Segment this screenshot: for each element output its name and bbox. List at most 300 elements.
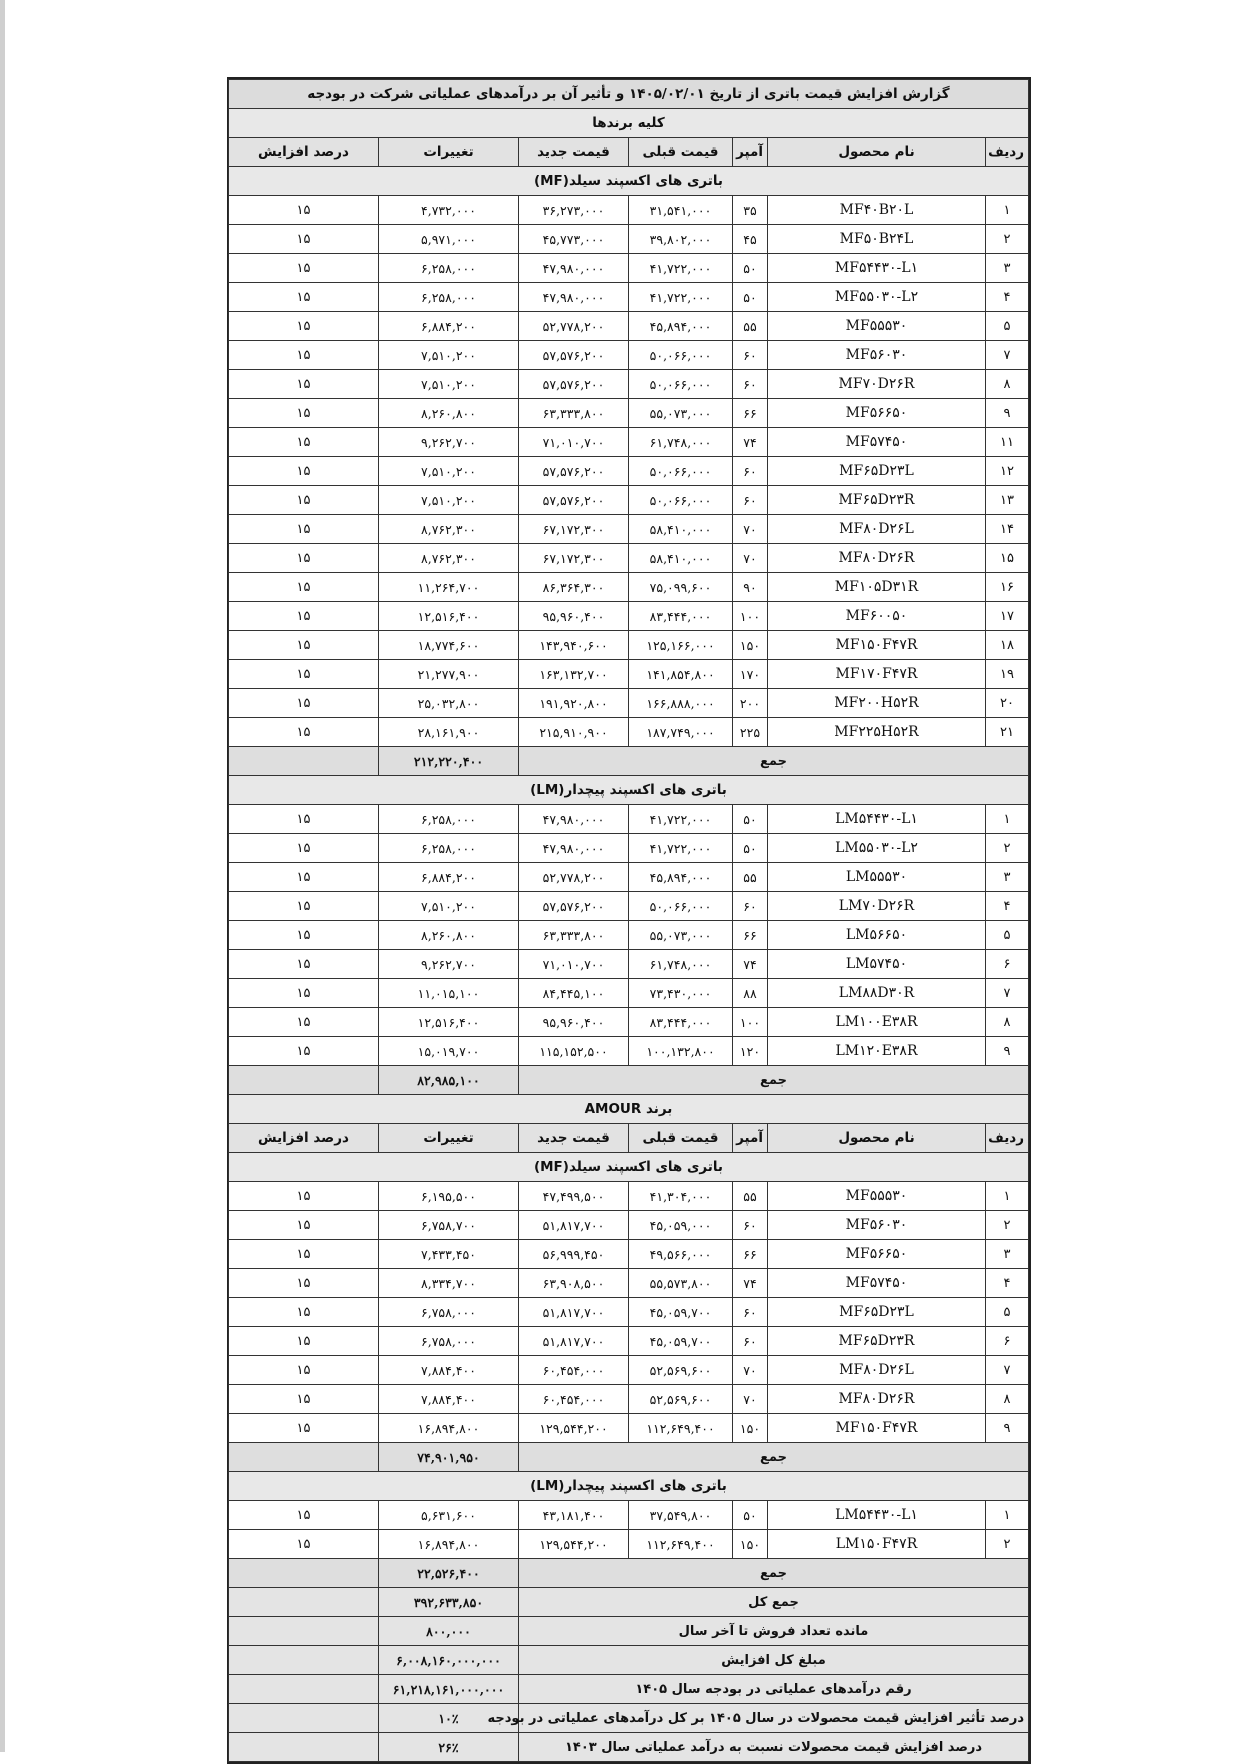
cell-product: LM۵۷۴۵۰ <box>768 950 986 979</box>
sum-blank <box>228 1443 378 1472</box>
cell-row: ۲ <box>986 834 1029 863</box>
cell-change: ۱۶,۸۹۴,۸۰۰ <box>379 1414 519 1443</box>
cell-row: ۷ <box>986 1356 1029 1385</box>
summary-blank <box>228 1733 378 1762</box>
cell-amp: ۶۰ <box>733 1327 768 1356</box>
cell-amp: ۵۰ <box>733 283 768 312</box>
cell-pct: ۱۵ <box>228 1356 378 1385</box>
cell-change: ۵,۶۳۱,۶۰۰ <box>379 1501 519 1530</box>
cell-row: ۱ <box>986 1501 1029 1530</box>
cell-pct: ۱۵ <box>228 1182 378 1211</box>
cell-product: MF۴۰B۲۰L <box>768 196 986 225</box>
cell-product: MF۵۶۰۳۰ <box>768 341 986 370</box>
table-row <box>228 312 1028 341</box>
cell-row: ۷ <box>986 979 1029 1008</box>
cell-old_price: ۴۵,۰۵۹,۷۰۰ <box>629 1327 733 1356</box>
summary-blank <box>228 1704 378 1733</box>
cell-product: MF۱۵۰F۴۷R <box>768 1414 986 1443</box>
cell-old_price: ۴۵,۰۵۹,۰۰۰ <box>629 1211 733 1240</box>
section-title-row <box>228 1153 1028 1182</box>
column-header-amp: آمپر <box>733 138 768 167</box>
cell-row: ۳ <box>986 863 1029 892</box>
scan-edge <box>0 0 5 1752</box>
summary-value: ۲۶٪ <box>379 1733 519 1762</box>
cell-change: ۷,۴۳۳,۴۵۰ <box>379 1240 519 1269</box>
cell-old_price: ۵۰,۰۶۶,۰۰۰ <box>629 370 733 399</box>
cell-amp: ۶۰ <box>733 457 768 486</box>
cell-product: MF۶۵D۲۳L <box>768 457 986 486</box>
cell-product: MF۶۰۰۵۰ <box>768 602 986 631</box>
summary-blank <box>228 1675 378 1704</box>
cell-product: LM۵۴۴۳۰-L۱ <box>768 1501 986 1530</box>
cell-pct: ۱۵ <box>228 689 378 718</box>
cell-pct: ۱۵ <box>228 1501 378 1530</box>
table-row <box>228 718 1028 747</box>
table-row <box>228 892 1028 921</box>
summary-label: درصد تأثیر افزایش قیمت محصولات در سال ۱۴۰۵ بر کل درآمدهای عملیاتی در بودجه <box>519 1704 1029 1733</box>
cell-change: ۵,۹۷۱,۰۰۰ <box>379 225 519 254</box>
cell-amp: ۶۰ <box>733 370 768 399</box>
table-row <box>228 486 1028 515</box>
table-row <box>228 631 1028 660</box>
table-row <box>228 573 1028 602</box>
cell-new_price: ۵۷,۵۷۶,۲۰۰ <box>519 370 629 399</box>
cell-row: ۳ <box>986 254 1029 283</box>
sum-label: جمع <box>519 1443 1029 1472</box>
cell-new_price: ۴۷,۹۸۰,۰۰۰ <box>519 805 629 834</box>
summary-blank <box>228 1588 378 1617</box>
cell-product: MF۶۵D۲۳L <box>768 1298 986 1327</box>
cell-new_price: ۴۷,۹۸۰,۰۰۰ <box>519 254 629 283</box>
cell-old_price: ۵۲,۵۶۹,۶۰۰ <box>629 1356 733 1385</box>
section-title: باتری های اکسپند پیچدار(LM) <box>228 776 1028 805</box>
cell-change: ۱۱,۲۶۴,۷۰۰ <box>379 573 519 602</box>
column-header-new_price: قیمت جدید <box>519 1124 629 1153</box>
cell-product: MF۸۰D۲۶R <box>768 544 986 573</box>
cell-old_price: ۱۰۰,۱۳۲,۸۰۰ <box>629 1037 733 1066</box>
cell-old_price: ۵۰,۰۶۶,۰۰۰ <box>629 486 733 515</box>
cell-new_price: ۵۷,۵۷۶,۲۰۰ <box>519 486 629 515</box>
cell-row: ۶ <box>986 1327 1029 1356</box>
cell-old_price: ۳۹,۸۰۲,۰۰۰ <box>629 225 733 254</box>
cell-product: MF۵۵۰۳۰-L۲ <box>768 283 986 312</box>
cell-change: ۶,۷۵۸,۰۰۰ <box>379 1298 519 1327</box>
cell-change: ۸,۲۶۰,۸۰۰ <box>379 399 519 428</box>
cell-old_price: ۱۶۶,۸۸۸,۰۰۰ <box>629 689 733 718</box>
cell-old_price: ۱۴۱,۸۵۴,۸۰۰ <box>629 660 733 689</box>
cell-new_price: ۶۳,۳۳۳,۸۰۰ <box>519 399 629 428</box>
report-title-row <box>228 80 1028 109</box>
table-row <box>228 1356 1028 1385</box>
cell-pct: ۱۵ <box>228 1037 378 1066</box>
cell-amp: ۶۰ <box>733 892 768 921</box>
cell-new_price: ۱۲۹,۵۴۴,۲۰۰ <box>519 1530 629 1559</box>
cell-pct: ۱۵ <box>228 718 378 747</box>
cell-product: MF۱۰۵D۳۱R <box>768 573 986 602</box>
cell-pct: ۱۵ <box>228 1240 378 1269</box>
table-row <box>228 863 1028 892</box>
cell-product: MF۵۵۵۳۰ <box>768 1182 986 1211</box>
section-sum-row <box>228 1443 1028 1472</box>
summary-value: ۳۹۲,۶۳۳,۸۵۰ <box>379 1588 519 1617</box>
table-row <box>228 921 1028 950</box>
cell-amp: ۱۵۰ <box>733 631 768 660</box>
cell-old_price: ۵۵,۰۷۳,۰۰۰ <box>629 399 733 428</box>
table-row <box>228 196 1028 225</box>
cell-change: ۹,۲۶۲,۷۰۰ <box>379 428 519 457</box>
cell-pct: ۱۵ <box>228 602 378 631</box>
table-row <box>228 283 1028 312</box>
table-row <box>228 399 1028 428</box>
cell-old_price: ۴۵,۸۹۴,۰۰۰ <box>629 863 733 892</box>
cell-pct: ۱۵ <box>228 1327 378 1356</box>
cell-product: LM۵۵۵۳۰ <box>768 863 986 892</box>
cell-amp: ۶۶ <box>733 399 768 428</box>
cell-old_price: ۸۳,۴۴۴,۰۰۰ <box>629 1008 733 1037</box>
table-row <box>228 341 1028 370</box>
cell-old_price: ۴۱,۷۲۲,۰۰۰ <box>629 805 733 834</box>
cell-change: ۸,۳۳۴,۷۰۰ <box>379 1269 519 1298</box>
cell-change: ۶,۱۹۵,۵۰۰ <box>379 1182 519 1211</box>
cell-amp: ۸۸ <box>733 979 768 1008</box>
cell-old_price: ۵۰,۰۶۶,۰۰۰ <box>629 892 733 921</box>
cell-row: ۱۶ <box>986 573 1029 602</box>
cell-old_price: ۵۵,۰۷۳,۰۰۰ <box>629 921 733 950</box>
sum-blank <box>228 747 378 776</box>
cell-old_price: ۴۱,۳۰۴,۰۰۰ <box>629 1182 733 1211</box>
cell-row: ۲ <box>986 1530 1029 1559</box>
cell-pct: ۱۵ <box>228 196 378 225</box>
cell-new_price: ۹۵,۹۶۰,۴۰۰ <box>519 1008 629 1037</box>
table-row <box>228 1298 1028 1327</box>
cell-change: ۱۲,۵۱۶,۴۰۰ <box>379 1008 519 1037</box>
cell-product: MF۱۵۰F۴۷R <box>768 631 986 660</box>
table-row <box>228 225 1028 254</box>
cell-new_price: ۱۲۹,۵۴۴,۲۰۰ <box>519 1414 629 1443</box>
table-row <box>228 602 1028 631</box>
cell-old_price: ۱۱۲,۶۴۹,۴۰۰ <box>629 1414 733 1443</box>
table-row <box>228 457 1028 486</box>
cell-change: ۸,۲۶۰,۸۰۰ <box>379 921 519 950</box>
table-row <box>228 1530 1028 1559</box>
cell-change: ۸,۷۶۲,۳۰۰ <box>379 515 519 544</box>
summary-label: مانده تعداد فروش تا آخر سال <box>519 1617 1029 1646</box>
cell-pct: ۱۵ <box>228 312 378 341</box>
cell-amp: ۱۷۰ <box>733 660 768 689</box>
table-row <box>228 1211 1028 1240</box>
cell-pct: ۱۵ <box>228 544 378 573</box>
cell-amp: ۷۰ <box>733 515 768 544</box>
summary-value: ۸۰۰,۰۰۰ <box>379 1617 519 1646</box>
cell-new_price: ۸۴,۴۴۵,۱۰۰ <box>519 979 629 1008</box>
cell-row: ۱۷ <box>986 602 1029 631</box>
cell-amp: ۴۵ <box>733 225 768 254</box>
cell-product: MF۵۴۴۳۰-L۱ <box>768 254 986 283</box>
section-sum-row <box>228 747 1028 776</box>
cell-new_price: ۵۱,۸۱۷,۷۰۰ <box>519 1211 629 1240</box>
cell-product: MF۵۵۵۳۰ <box>768 312 986 341</box>
cell-change: ۷,۵۱۰,۲۰۰ <box>379 457 519 486</box>
sum-value: ۲۲,۵۲۶,۴۰۰ <box>379 1559 519 1588</box>
cell-change: ۶,۸۸۴,۲۰۰ <box>379 312 519 341</box>
cell-row: ۱ <box>986 196 1029 225</box>
cell-product: LM۱۲۰E۳۸R <box>768 1037 986 1066</box>
section-title-row <box>228 776 1028 805</box>
column-header-amp: آمپر <box>733 1124 768 1153</box>
cell-old_price: ۱۲۵,۱۶۶,۰۰۰ <box>629 631 733 660</box>
summary-row <box>228 1675 1028 1704</box>
cell-pct: ۱۵ <box>228 515 378 544</box>
table-row <box>228 1385 1028 1414</box>
cell-old_price: ۵۰,۰۶۶,۰۰۰ <box>629 457 733 486</box>
report-body <box>228 80 1028 1762</box>
cell-amp: ۵۰ <box>733 1501 768 1530</box>
cell-row: ۴ <box>986 892 1029 921</box>
cell-new_price: ۵۲,۷۷۸,۲۰۰ <box>519 312 629 341</box>
cell-new_price: ۳۶,۲۷۳,۰۰۰ <box>519 196 629 225</box>
cell-pct: ۱۵ <box>228 921 378 950</box>
column-header-new_price: قیمت جدید <box>519 138 629 167</box>
cell-new_price: ۷۱,۰۱۰,۷۰۰ <box>519 950 629 979</box>
cell-new_price: ۵۱,۸۱۷,۷۰۰ <box>519 1327 629 1356</box>
cell-pct: ۱۵ <box>228 283 378 312</box>
table-row <box>228 370 1028 399</box>
cell-pct: ۱۵ <box>228 225 378 254</box>
cell-new_price: ۷۱,۰۱۰,۷۰۰ <box>519 428 629 457</box>
cell-pct: ۱۵ <box>228 1414 378 1443</box>
cell-change: ۹,۲۶۲,۷۰۰ <box>379 950 519 979</box>
table-row <box>228 515 1028 544</box>
cell-amp: ۵۰ <box>733 834 768 863</box>
cell-pct: ۱۵ <box>228 631 378 660</box>
cell-amp: ۱۲۰ <box>733 1037 768 1066</box>
cell-amp: ۶۰ <box>733 486 768 515</box>
cell-row: ۱۳ <box>986 486 1029 515</box>
cell-product: LM۸۸D۳۰R <box>768 979 986 1008</box>
cell-row: ۱۲ <box>986 457 1029 486</box>
cell-amp: ۷۰ <box>733 544 768 573</box>
cell-old_price: ۵۸,۴۱۰,۰۰۰ <box>629 544 733 573</box>
cell-product: LM۱۵۰F۴۷R <box>768 1530 986 1559</box>
cell-change: ۱۱,۰۱۵,۱۰۰ <box>379 979 519 1008</box>
cell-old_price: ۴۹,۵۶۶,۰۰۰ <box>629 1240 733 1269</box>
cell-new_price: ۵۲,۷۷۸,۲۰۰ <box>519 863 629 892</box>
cell-pct: ۱۵ <box>228 863 378 892</box>
cell-product: MF۲۲۵H۵۲R <box>768 718 986 747</box>
cell-old_price: ۴۵,۸۹۴,۰۰۰ <box>629 312 733 341</box>
cell-product: MF۵۶۶۵۰ <box>768 399 986 428</box>
cell-pct: ۱۵ <box>228 979 378 1008</box>
sum-value: ۸۲,۹۸۵,۱۰۰ <box>379 1066 519 1095</box>
cell-change: ۷,۸۸۴,۴۰۰ <box>379 1385 519 1414</box>
cell-row: ۳ <box>986 1240 1029 1269</box>
cell-row: ۱۹ <box>986 660 1029 689</box>
column-header-product: نام محصول <box>768 138 986 167</box>
sum-value: ۲۱۲,۲۲۰,۴۰۰ <box>379 747 519 776</box>
cell-new_price: ۵۶,۹۹۹,۴۵۰ <box>519 1240 629 1269</box>
report-title: گزارش افزایش قیمت باتری از تاریخ ۱۴۰۵/۰۲/۰۱ و تأثیر آن بر درآمدهای عملیاتی شرکت در بودجه <box>228 80 1028 109</box>
cell-change: ۱۸,۷۷۴,۶۰۰ <box>379 631 519 660</box>
cell-change: ۲۱,۲۷۷,۹۰۰ <box>379 660 519 689</box>
summary-blank <box>228 1646 378 1675</box>
cell-row: ۹ <box>986 399 1029 428</box>
cell-new_price: ۶۷,۱۷۲,۳۰۰ <box>519 515 629 544</box>
cell-product: MF۵۰B۲۴L <box>768 225 986 254</box>
cell-change: ۶,۸۸۴,۲۰۰ <box>379 863 519 892</box>
cell-amp: ۶۰ <box>733 1298 768 1327</box>
column-header-product: نام محصول <box>768 1124 986 1153</box>
cell-product: MF۵۶۶۵۰ <box>768 1240 986 1269</box>
cell-amp: ۱۰۰ <box>733 1008 768 1037</box>
cell-old_price: ۶۱,۷۴۸,۰۰۰ <box>629 428 733 457</box>
cell-new_price: ۲۱۵,۹۱۰,۹۰۰ <box>519 718 629 747</box>
cell-product: MF۶۵D۲۳R <box>768 486 986 515</box>
price-report-sheet <box>227 77 1031 1764</box>
cell-new_price: ۵۷,۵۷۶,۲۰۰ <box>519 457 629 486</box>
summary-row <box>228 1588 1028 1617</box>
cell-change: ۶,۷۵۸,۷۰۰ <box>379 1211 519 1240</box>
cell-old_price: ۳۱,۵۴۱,۰۰۰ <box>629 196 733 225</box>
cell-pct: ۱۵ <box>228 341 378 370</box>
column-header-change: تغییرات <box>379 1124 519 1153</box>
cell-amp: ۱۰۰ <box>733 602 768 631</box>
cell-amp: ۱۵۰ <box>733 1414 768 1443</box>
cell-change: ۴,۷۳۲,۰۰۰ <box>379 196 519 225</box>
table-row <box>228 1037 1028 1066</box>
cell-pct: ۱۵ <box>228 950 378 979</box>
cell-old_price: ۵۵,۵۷۳,۸۰۰ <box>629 1269 733 1298</box>
column-header-row <box>228 138 1028 167</box>
brand-heading: برند AMOUR <box>228 1095 1028 1124</box>
table-row <box>228 544 1028 573</box>
cell-pct: ۱۵ <box>228 1530 378 1559</box>
cell-old_price: ۱۸۷,۷۴۹,۰۰۰ <box>629 718 733 747</box>
cell-row: ۱۵ <box>986 544 1029 573</box>
cell-new_price: ۸۶,۳۶۴,۳۰۰ <box>519 573 629 602</box>
cell-old_price: ۴۱,۷۲۲,۰۰۰ <box>629 283 733 312</box>
table-row <box>228 1240 1028 1269</box>
sum-value: ۷۴,۹۰۱,۹۵۰ <box>379 1443 519 1472</box>
cell-pct: ۱۵ <box>228 370 378 399</box>
price-report-table <box>228 79 1029 1762</box>
summary-label: مبلغ کل افزایش <box>519 1646 1029 1675</box>
section-title: باتری های اکسپند سیلد(MF) <box>228 1153 1028 1182</box>
section-title: باتری های اکسپند پیچدار(LM) <box>228 1472 1028 1501</box>
cell-amp: ۱۵۰ <box>733 1530 768 1559</box>
cell-change: ۶,۲۵۸,۰۰۰ <box>379 805 519 834</box>
cell-product: MF۱۷۰F۴۷R <box>768 660 986 689</box>
summary-row <box>228 1646 1028 1675</box>
column-header-old_price: قیمت قبلی <box>629 138 733 167</box>
cell-row: ۶ <box>986 950 1029 979</box>
cell-row: ۹ <box>986 1414 1029 1443</box>
cell-new_price: ۵۷,۵۷۶,۲۰۰ <box>519 892 629 921</box>
cell-product: MF۷۰D۲۶R <box>768 370 986 399</box>
sum-blank <box>228 1066 378 1095</box>
cell-old_price: ۷۳,۴۳۰,۰۰۰ <box>629 979 733 1008</box>
sum-label: جمع <box>519 1559 1029 1588</box>
cell-change: ۱۲,۵۱۶,۴۰۰ <box>379 602 519 631</box>
cell-row: ۸ <box>986 1385 1029 1414</box>
cell-old_price: ۴۵,۰۵۹,۷۰۰ <box>629 1298 733 1327</box>
cell-change: ۸,۷۶۲,۳۰۰ <box>379 544 519 573</box>
cell-old_price: ۵۰,۰۶۶,۰۰۰ <box>629 341 733 370</box>
sum-blank <box>228 1559 378 1588</box>
table-row <box>228 254 1028 283</box>
cell-change: ۷,۵۱۰,۲۰۰ <box>379 892 519 921</box>
cell-pct: ۱۵ <box>228 1269 378 1298</box>
section-sum-row <box>228 1066 1028 1095</box>
cell-product: LM۵۵۰۳۰-L۲ <box>768 834 986 863</box>
column-header-pct: درصد افزایش <box>228 138 378 167</box>
cell-change: ۷,۵۱۰,۲۰۰ <box>379 486 519 515</box>
cell-new_price: ۶۳,۳۳۳,۸۰۰ <box>519 921 629 950</box>
cell-old_price: ۷۵,۰۹۹,۶۰۰ <box>629 573 733 602</box>
cell-change: ۶,۲۵۸,۰۰۰ <box>379 254 519 283</box>
cell-row: ۲۰ <box>986 689 1029 718</box>
summary-value: ۶۱,۲۱۸,۱۶۱,۰۰۰,۰۰۰ <box>379 1675 519 1704</box>
cell-row: ۱۴ <box>986 515 1029 544</box>
cell-row: ۲ <box>986 225 1029 254</box>
cell-amp: ۷۴ <box>733 1269 768 1298</box>
cell-row: ۲۱ <box>986 718 1029 747</box>
cell-new_price: ۴۳,۱۸۱,۴۰۰ <box>519 1501 629 1530</box>
cell-old_price: ۴۱,۷۲۲,۰۰۰ <box>629 254 733 283</box>
sum-label: جمع <box>519 747 1029 776</box>
summary-value: ۱۰٪ <box>379 1704 519 1733</box>
column-header-row: ردیف <box>986 138 1029 167</box>
cell-new_price: ۴۷,۹۸۰,۰۰۰ <box>519 283 629 312</box>
table-row <box>228 1501 1028 1530</box>
cell-old_price: ۴۱,۷۲۲,۰۰۰ <box>629 834 733 863</box>
cell-old_price: ۳۷,۵۴۹,۸۰۰ <box>629 1501 733 1530</box>
cell-amp: ۵۰ <box>733 254 768 283</box>
cell-product: MF۸۰D۲۶R <box>768 1385 986 1414</box>
cell-old_price: ۵۲,۵۶۹,۶۰۰ <box>629 1385 733 1414</box>
column-header-pct: درصد افزایش <box>228 1124 378 1153</box>
column-header-row: ردیف <box>986 1124 1029 1153</box>
cell-new_price: ۴۷,۴۹۹,۵۰۰ <box>519 1182 629 1211</box>
cell-amp: ۷۰ <box>733 1385 768 1414</box>
cell-change: ۲۵,۰۳۲,۸۰۰ <box>379 689 519 718</box>
summary-label: درصد افزایش قیمت محصولات نسبت به درآمد عملیاتی سال ۱۴۰۳ <box>519 1733 1029 1762</box>
table-row <box>228 1182 1028 1211</box>
summary-row <box>228 1704 1028 1733</box>
cell-row: ۴ <box>986 283 1029 312</box>
cell-product: MF۸۰D۲۶L <box>768 1356 986 1385</box>
cell-new_price: ۱۱۵,۱۵۲,۵۰۰ <box>519 1037 629 1066</box>
cell-product: MF۶۵D۲۳R <box>768 1327 986 1356</box>
cell-row: ۱ <box>986 1182 1029 1211</box>
cell-amp: ۹۰ <box>733 573 768 602</box>
cell-pct: ۱۵ <box>228 1211 378 1240</box>
column-header-old_price: قیمت قبلی <box>629 1124 733 1153</box>
summary-row <box>228 1733 1028 1762</box>
cell-product: LM۱۰۰E۳۸R <box>768 1008 986 1037</box>
cell-product: MF۵۷۴۵۰ <box>768 1269 986 1298</box>
summary-row <box>228 1617 1028 1646</box>
summary-blank <box>228 1617 378 1646</box>
cell-new_price: ۴۷,۹۸۰,۰۰۰ <box>519 834 629 863</box>
cell-change: ۶,۷۵۸,۰۰۰ <box>379 1327 519 1356</box>
cell-row: ۱۱ <box>986 428 1029 457</box>
table-row <box>228 660 1028 689</box>
cell-change: ۶,۲۵۸,۰۰۰ <box>379 283 519 312</box>
cell-row: ۵ <box>986 1298 1029 1327</box>
cell-pct: ۱۵ <box>228 457 378 486</box>
section-title-row <box>228 167 1028 196</box>
cell-pct: ۱۵ <box>228 428 378 457</box>
